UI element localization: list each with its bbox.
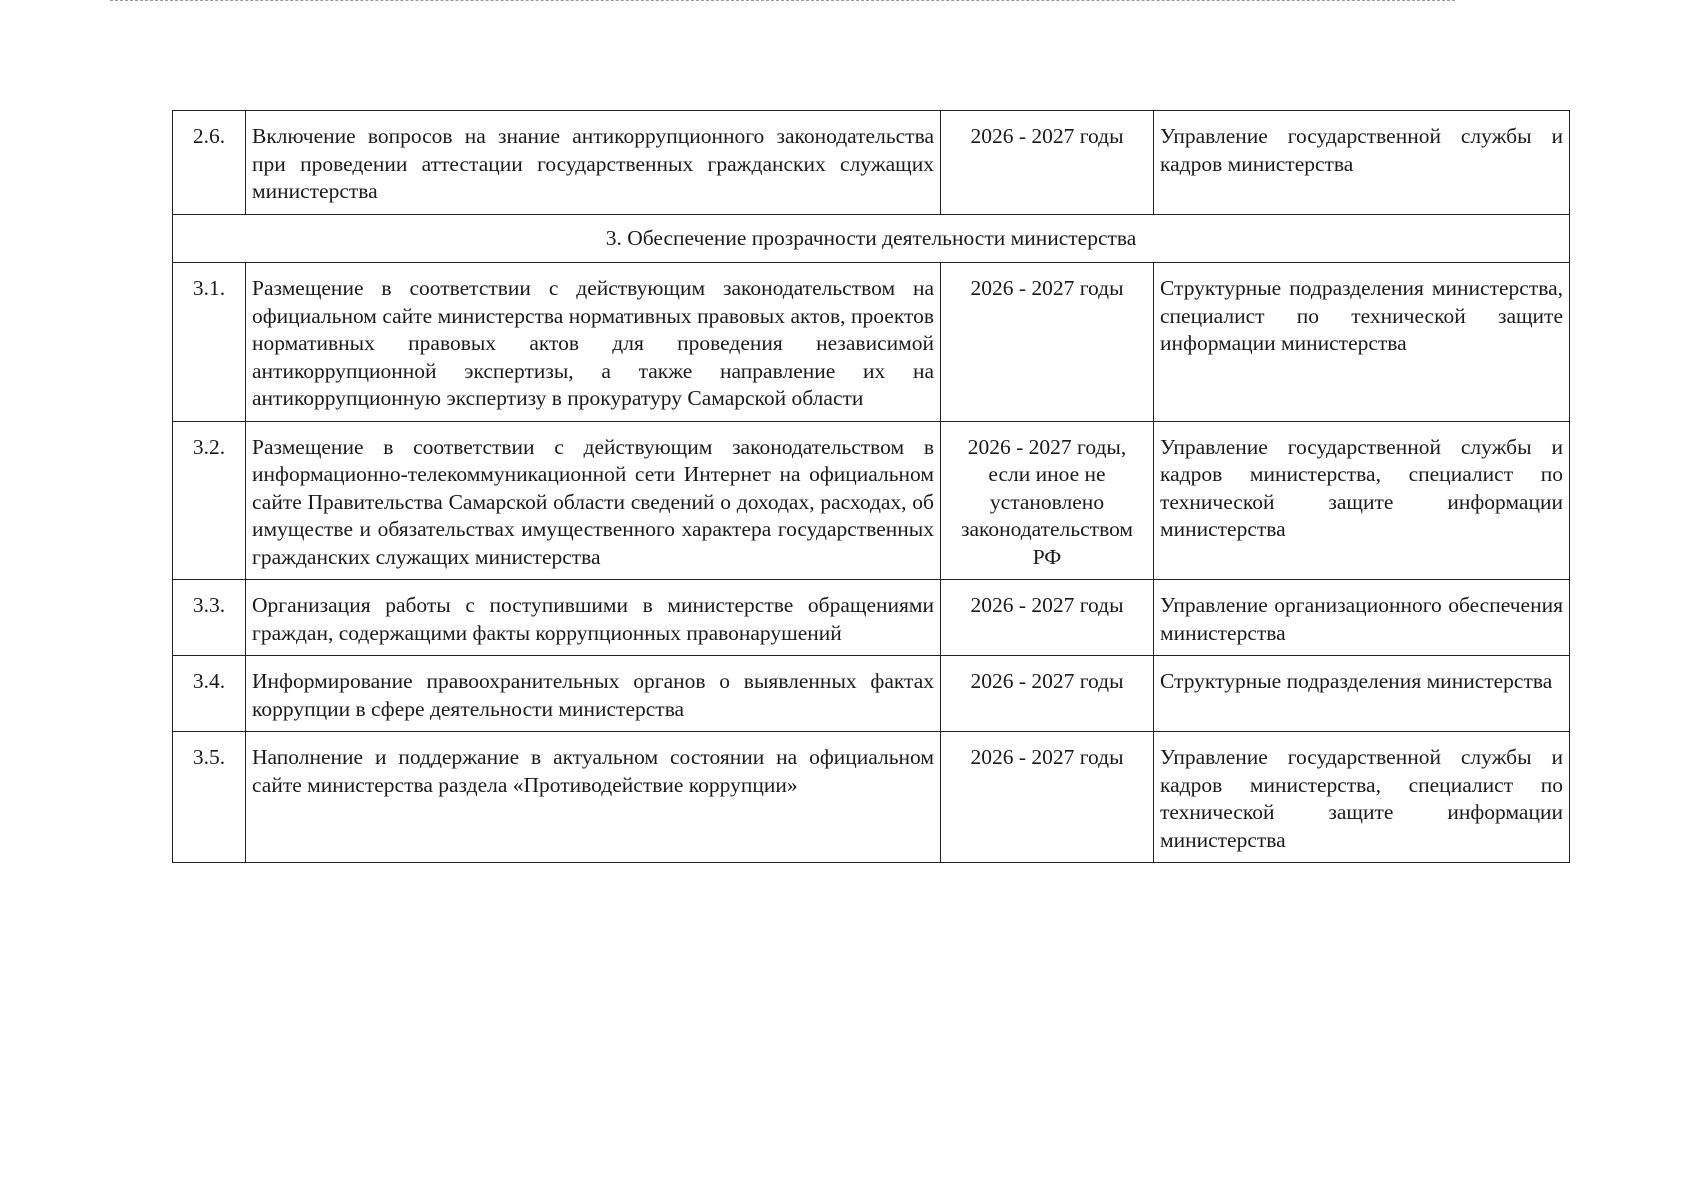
measure-description: Размещение в соответствии с действующим законодательством в информационно-телекоммуникационной сети Интернет на официальном сайте Правительства Самарской области сведений о доходах, расходах, об имуществе и обязательствах имущественного характера государственных гражданских служащих министерства xyxy=(246,421,941,580)
row-number: 3.4. xyxy=(173,656,246,732)
row-number: 3.5. xyxy=(173,732,246,863)
row-number: 2.6. xyxy=(173,111,246,215)
section-heading: 3. Обеспечение прозрачности деятельности министерства xyxy=(173,214,1570,263)
measure-description: Наполнение и поддержание в актуальном состоянии на официальном сайте министерства раздела «Противодействие коррупции» xyxy=(246,732,941,863)
responsible-party: Управление государственной службы и кадров министерства, специалист по технической защите информации министерства xyxy=(1154,421,1570,580)
execution-period: 2026 - 2027 годы, если иное не установлено законодательством РФ xyxy=(941,421,1154,580)
table-row xyxy=(173,111,1570,215)
table-row xyxy=(173,263,1570,422)
responsible-party: Структурные подразделения министерства xyxy=(1154,656,1570,732)
execution-period: 2026 - 2027 годы xyxy=(941,111,1154,215)
row-number: 3.3. xyxy=(173,580,246,656)
responsible-party: Структурные подразделения министерства, специалист по технической защите информации министерства xyxy=(1154,263,1570,422)
table-row xyxy=(173,656,1570,732)
table-row xyxy=(173,732,1570,863)
execution-period: 2026 - 2027 годы xyxy=(941,656,1154,732)
measure-description: Организация работы с поступившими в министерстве обращениями граждан, содержащими факты коррупционных правонарушений xyxy=(246,580,941,656)
measure-description: Информирование правоохранительных органов о выявленных фактах коррупции в сфере деятельности министерства xyxy=(246,656,941,732)
row-number: 3.1. xyxy=(173,263,246,422)
table-row xyxy=(173,421,1570,580)
measures-table xyxy=(172,110,1570,863)
measure-description: Включение вопросов на знание антикоррупционного законодательства при проведении аттестации государственных гражданских служащих министерства xyxy=(246,111,941,215)
execution-period: 2026 - 2027 годы xyxy=(941,732,1154,863)
execution-period: 2026 - 2027 годы xyxy=(941,263,1154,422)
execution-period: 2026 - 2027 годы xyxy=(941,580,1154,656)
measure-description: Размещение в соответствии с действующим законодательством на официальном сайте министерства нормативных правовых актов, проектов нормативных правовых актов для проведения независимой антикоррупционной экспертизы, а также направление их на антикоррупционную экспертизу в прокуратуру Самарской области xyxy=(246,263,941,422)
responsible-party: Управление государственной службы и кадров министерства, специалист по технической защите информации министерства xyxy=(1154,732,1570,863)
responsible-party: Управление государственной службы и кадров министерства xyxy=(1154,111,1570,215)
scan-edge-line xyxy=(110,0,1455,1)
responsible-party: Управление организационного обеспечения министерства xyxy=(1154,580,1570,656)
section-row xyxy=(173,214,1570,263)
row-number: 3.2. xyxy=(173,421,246,580)
table-row xyxy=(173,580,1570,656)
